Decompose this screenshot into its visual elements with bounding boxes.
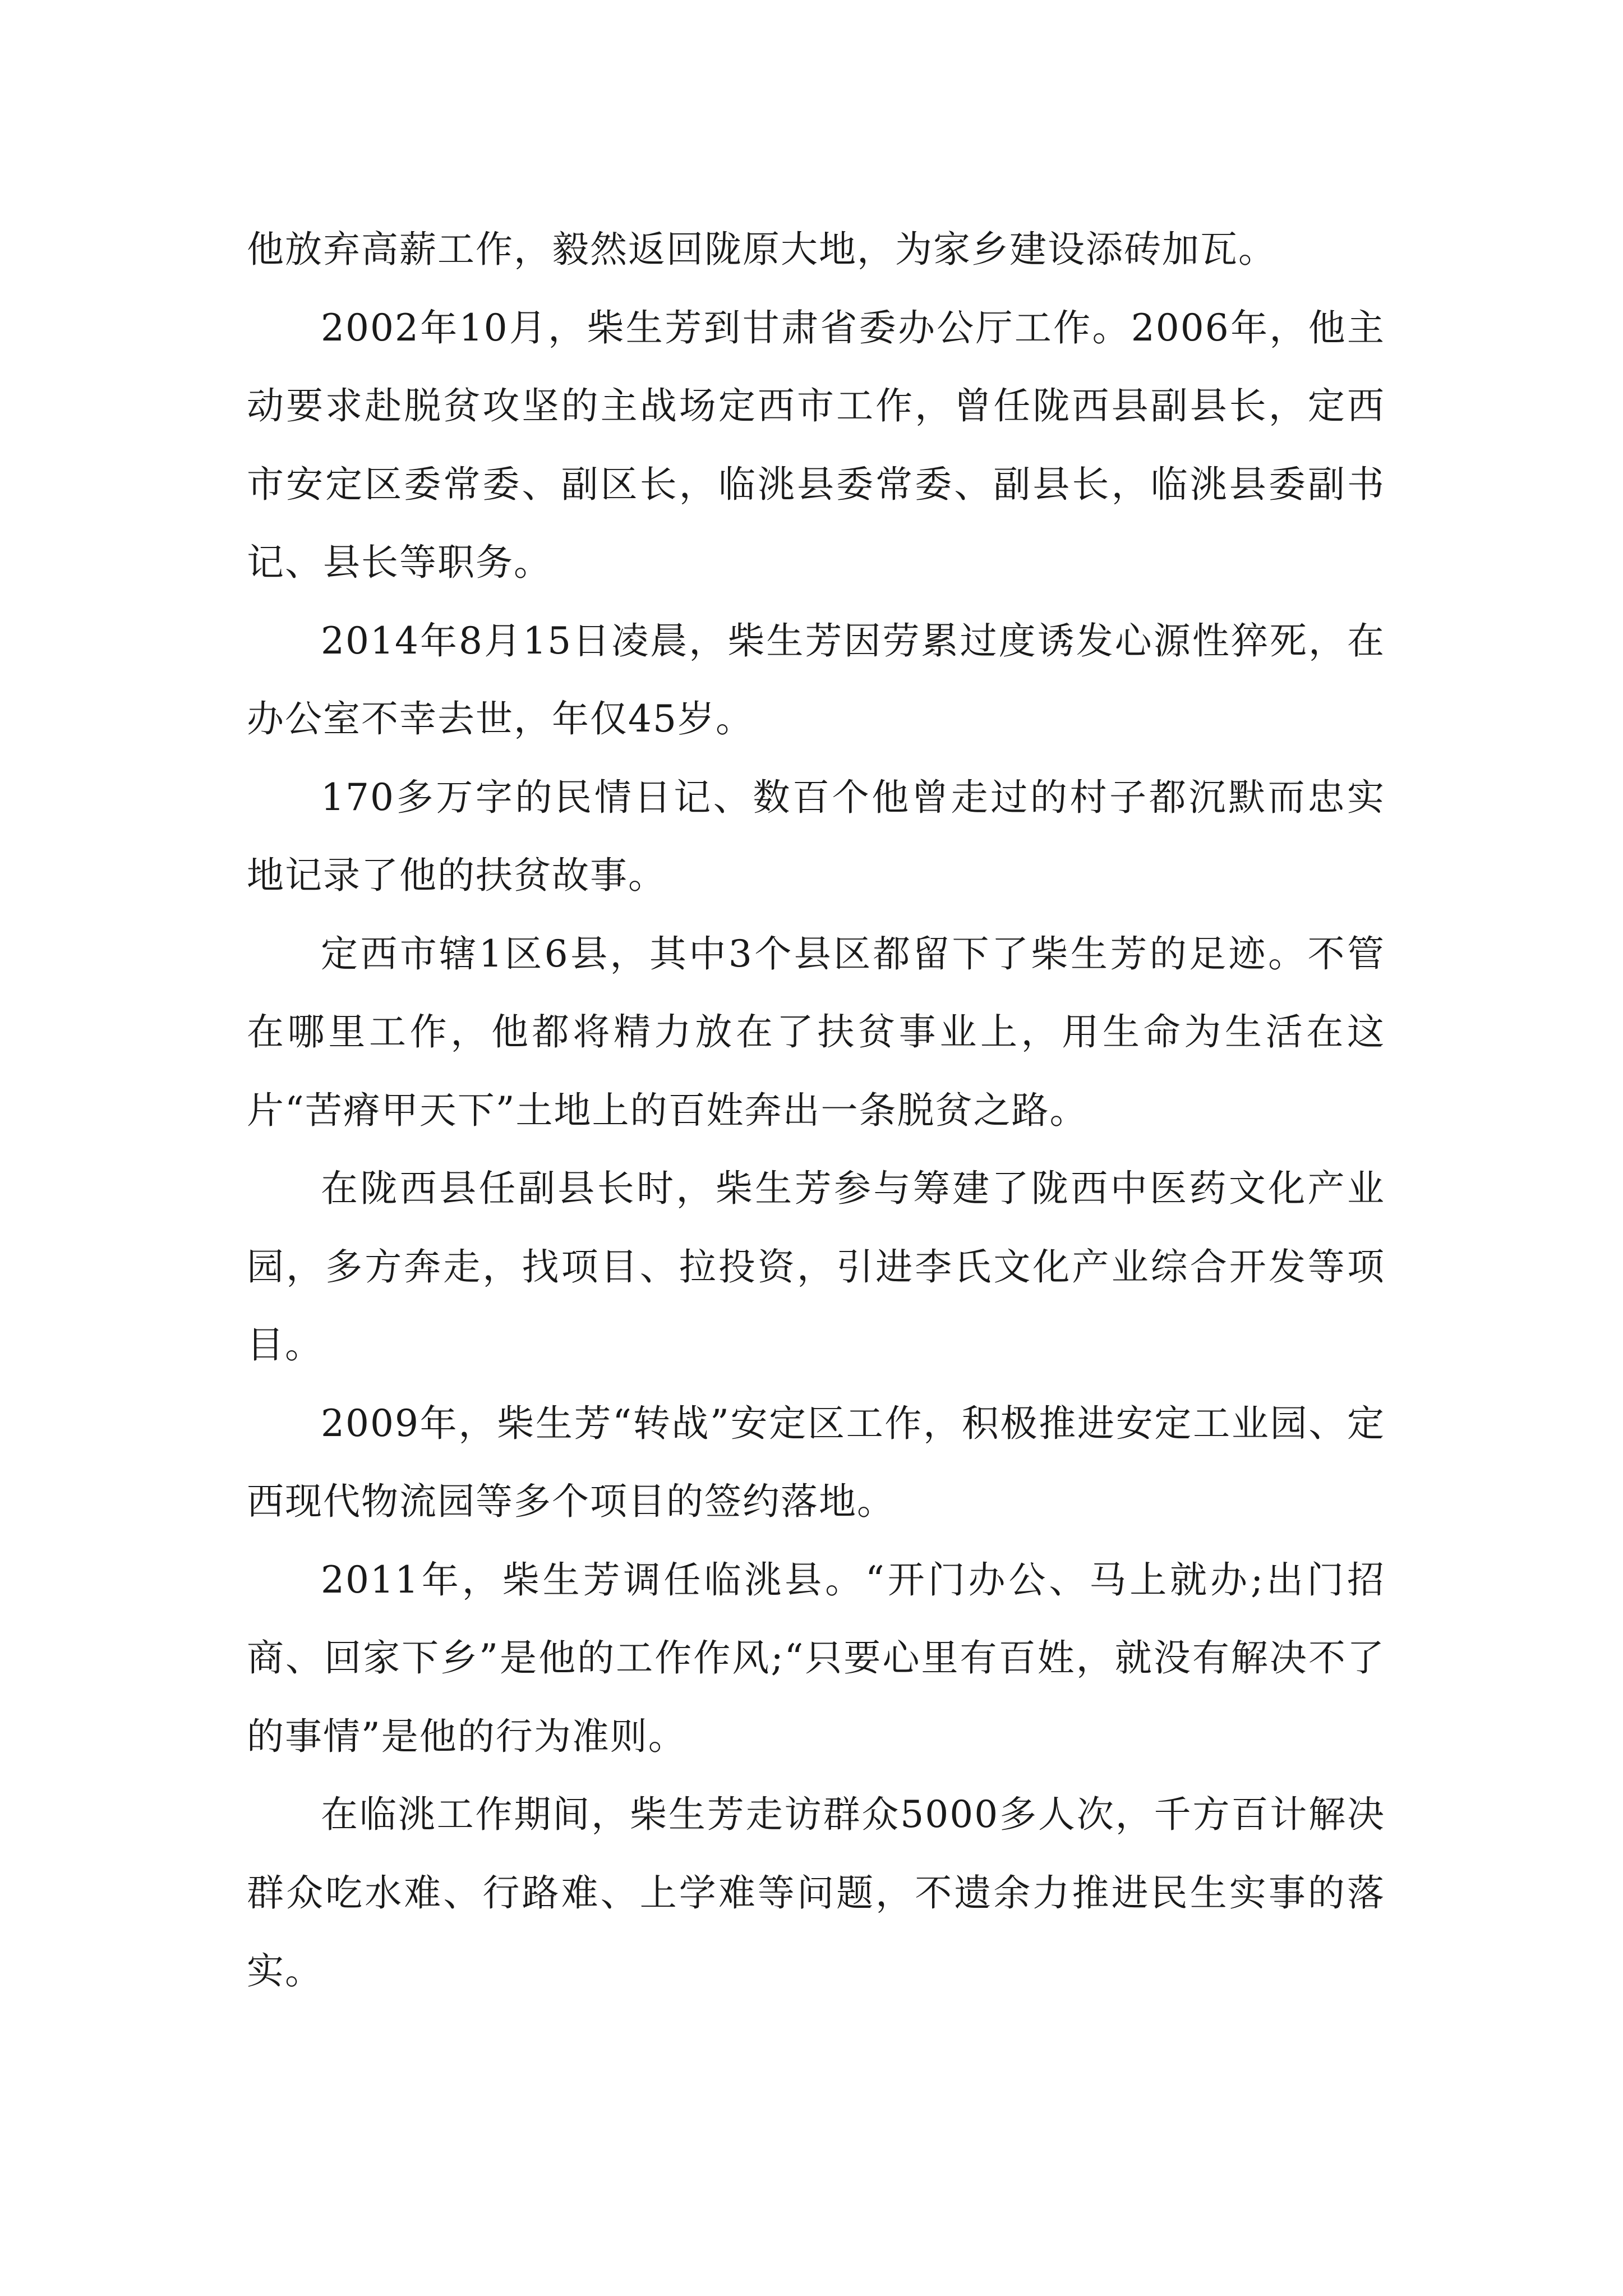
paragraph: 他放弃高薪工作，毅然返回陇原大地，为家乡建设添砖加瓦。 xyxy=(247,228,1276,271)
paragraph: 170多万字的民情日记、数百个他曾走过的村子都沉默而忠实地记录了他的扶贫故事。 xyxy=(247,775,1385,897)
paragraph: 2011年，柴生芳调任临洮县。“开门办公、马上就办;出门招商、回家下乡”是他的工作作风;“只要心里有百姓，就没有解决不了的事情”是他的行为准则。 xyxy=(247,1558,1385,1758)
paragraph: 在陇西县任副县长时，柴生芳参与筹建了陇西中医药文化产业园，多方奔走，找项目、拉投资，引进李氏文化产业综合开发等项目。 xyxy=(247,1167,1385,1366)
document-body xyxy=(247,210,1385,2010)
paragraph: 在临洮工作期间，柴生芳走访群众5000多人次，千方百计解决群众吃水难、行路难、上学难等问题，不遗余力推进民生实事的落实。 xyxy=(247,1793,1385,1993)
paragraph: 2002年10月，柴生芳到甘肃省委办公厅工作。2006年，他主动要求赴脱贫攻坚的主战场定西市工作，曾任陇西县副县长，定西市安定区委常委、副区长，临洮县委常委、副县长，临洮县委副书记、县长等职务。 xyxy=(247,306,1385,584)
paragraph: 定西市辖1区6县，其中3个县区都留下了柴生芳的足迹。不管在哪里工作，他都将精力放在了扶贫事业上，用生命为生活在这片“苦瘠甲天下”土地上的百姓奔出一条脱贫之路。 xyxy=(247,932,1385,1132)
paragraph: 2014年8月15日凌晨，柴生芳因劳累过度诱发心源性猝死，在办公室不幸去世，年仅45岁。 xyxy=(247,619,1385,740)
paragraph: 2009年，柴生芳“转战”安定区工作，积极推进安定工业园、定西现代物流园等多个项目的签约落地。 xyxy=(247,1401,1385,1523)
